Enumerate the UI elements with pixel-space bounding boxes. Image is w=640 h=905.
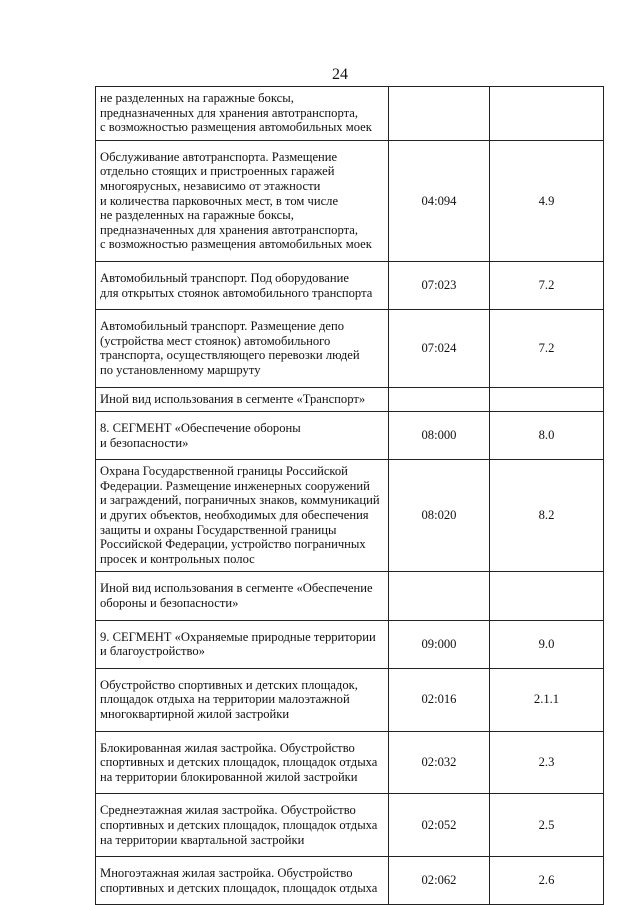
row-code: 08:020: [389, 460, 490, 572]
table-row: [96, 87, 604, 141]
row-number: 2.6: [490, 857, 604, 905]
table-row: [96, 731, 604, 794]
row-description: Автомобильный транспорт. Под оборудование для открытых стоянок автомобильного транспорта: [96, 261, 389, 309]
row-number: 2.5: [490, 794, 604, 857]
row-number: [490, 87, 604, 141]
table-row: [96, 857, 604, 905]
table-row: [96, 794, 604, 857]
row-description: 8. СЕГМЕНТ «Обеспечение обороны и безопасности»: [96, 412, 389, 460]
row-description: Многоэтажная жилая застройка. Обустройство спортивных и детских площадок, площадок отдыха: [96, 857, 389, 905]
row-number: 2.3: [490, 731, 604, 794]
row-code: 07:023: [389, 261, 490, 309]
row-code: 02:052: [389, 794, 490, 857]
row-description: 9. СЕГМЕНТ «Охраняемые природные территории и благоустройство»: [96, 620, 389, 668]
row-code: 04:094: [389, 140, 490, 261]
table-row: [96, 460, 604, 572]
row-code: 02:032: [389, 731, 490, 794]
table-row: [96, 140, 604, 261]
row-description: Иной вид использования в сегменте «Транспорт»: [96, 387, 389, 412]
row-description: не разделенных на гаражные боксы, предназначенных для хранения автотранспорта, с возможностью размещения автомобильных моек: [96, 87, 389, 141]
row-description: Охрана Государственной границы Российской Федерации. Размещение инженерных сооружений и заграждений, пограничных знаков, коммуникаций и других объектов, необходимых для обеспечения защиты и охраны Государственной границы Российской Федерации, устройство пограничных просек и контрольных полос: [96, 460, 389, 572]
row-code: 02:016: [389, 668, 490, 731]
row-number: 8.2: [490, 460, 604, 572]
row-description: Обустройство спортивных и детских площадок, площадок отдыха на территории малоэтажной многоквартирной жилой застройки: [96, 668, 389, 731]
row-number: [490, 387, 604, 412]
row-code: [389, 387, 490, 412]
row-code: 08:000: [389, 412, 490, 460]
row-code: 09:000: [389, 620, 490, 668]
row-code: 02:062: [389, 857, 490, 905]
table-row: [96, 261, 604, 309]
row-code: 07:024: [389, 310, 490, 387]
row-number: 7.2: [490, 310, 604, 387]
row-number: [490, 572, 604, 620]
row-number: 7.2: [490, 261, 604, 309]
land-use-table: [95, 86, 604, 905]
table-row: [96, 668, 604, 731]
table-row: [96, 572, 604, 620]
row-description: Блокированная жилая застройка. Обустройство спортивных и детских площадок, площадок отдыха на территории блокированной жилой застройки: [96, 731, 389, 794]
row-number: 2.1.1: [490, 668, 604, 731]
page-number: 24: [332, 66, 348, 83]
row-description: Обслуживание автотранспорта. Размещение отдельно стоящих и пристроенных гаражей многоярусных, независимо от этажности и количества парковочных мест, в том числе не разделенных на гаражные боксы, предназначенных для хранения автотранспорта, с возможностью размещения автомобильных моек: [96, 140, 389, 261]
table-row: [96, 620, 604, 668]
row-code: [389, 87, 490, 141]
table-row: [96, 310, 604, 387]
row-description: Автомобильный транспорт. Размещение депо (устройства мест стоянок) автомобильного транспорта, осуществляющего перевозки людей по установленному маршруту: [96, 310, 389, 387]
row-description: Иной вид использования в сегменте «Обеспечение обороны и безопасности»: [96, 572, 389, 620]
table-row: [96, 412, 604, 460]
row-number: 8.0: [490, 412, 604, 460]
row-number: 9.0: [490, 620, 604, 668]
table-row: [96, 387, 604, 412]
row-number: 4.9: [490, 140, 604, 261]
row-code: [389, 572, 490, 620]
row-description: Среднеэтажная жилая застройка. Обустройство спортивных и детских площадок, площадок отдыха на территории квартальной застройки: [96, 794, 389, 857]
